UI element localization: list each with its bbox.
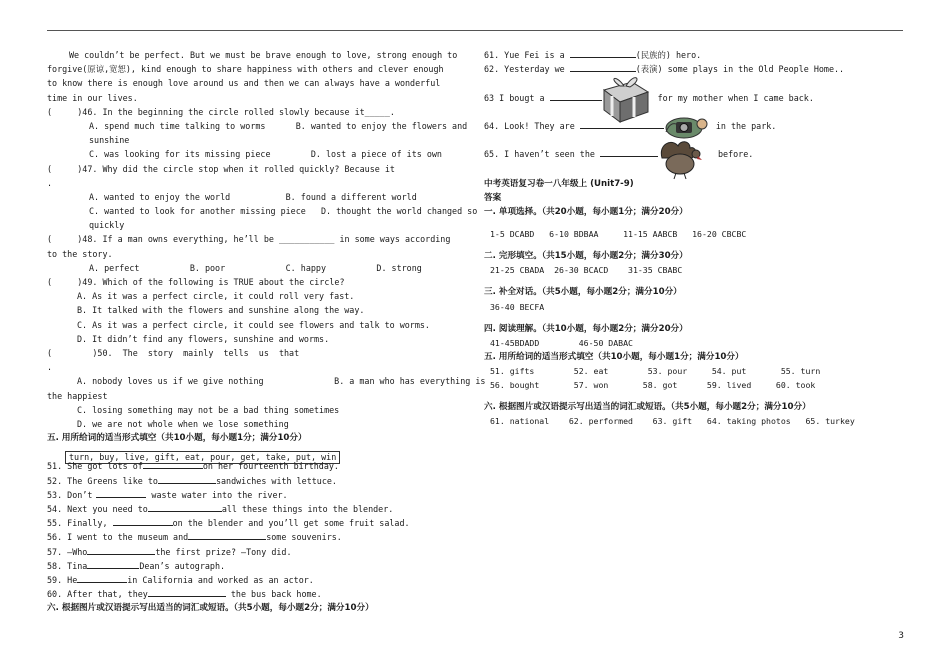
q46-options-ab-cont: sunshine	[89, 135, 130, 146]
question-55	[47, 516, 470, 530]
q49-option-d: D. It didn’t find any flowers, sunshine and worms.	[77, 333, 330, 344]
q62-blank[interactable]	[570, 62, 636, 72]
question-53	[47, 488, 470, 502]
q65-text-a: 65. I haven’t seen the	[484, 149, 600, 160]
q61-text-a: 61. Yue Fei is a	[484, 50, 570, 60]
answer-section-3-heading: 三. 补全对话。（共5小题，每小题2分；满分10分）	[484, 287, 682, 298]
word-bank-box: turn, buy, live, gift, eat, pour, get, take, put, win	[65, 451, 340, 464]
q55-blank[interactable]	[113, 516, 173, 526]
q52-text-b: sandwiches with lettuce.	[215, 475, 337, 486]
q61-blank[interactable]	[570, 48, 636, 58]
q56-blank[interactable]	[188, 530, 266, 540]
q46-options-cd: C. was looking for its missing piece D. lost a piece of its own	[89, 149, 442, 160]
question-46: ( )46. In the beginning the circle rolled slowly because it_____.	[47, 106, 395, 117]
question-61	[484, 48, 904, 62]
q53-text-b: waste water into the river.	[146, 489, 288, 500]
q64-text-a: 64. Look! They are	[484, 120, 580, 131]
question-63	[484, 91, 904, 105]
q57-text-a: 57. —Who	[47, 546, 88, 557]
q65-text-b: before.	[717, 149, 754, 160]
q50-dot: .	[47, 362, 53, 373]
q62-text-b: (表演) some plays in the Old People Home..	[635, 64, 845, 75]
question-56	[47, 530, 470, 544]
q59-text-a: 59. He	[47, 574, 78, 585]
q58-blank[interactable]	[87, 559, 139, 569]
question-60	[47, 587, 470, 601]
answer-section-5-heading: 五. 用所给词的适当形式填空（共10小题，每小题1分；满分10分）	[484, 351, 744, 362]
question-57	[47, 545, 470, 559]
q47-options-ab: A. wanted to enjoy the world B. found a different world	[89, 191, 417, 202]
answer-section-2: 21-25 CBADA 26-30 BCACD 31-35 CBABC	[490, 265, 683, 276]
q60-text-a: 60. After that, they	[47, 589, 148, 600]
question-52	[47, 474, 470, 488]
right-column	[484, 48, 904, 428]
answer-section-1: 1-5 DCABD 6-10 BDBAA 11-15 AABCB 16-20 CBCBC	[490, 229, 747, 240]
q58-text-b: Dean’s autograph.	[139, 560, 226, 571]
q47-dot: .	[47, 177, 53, 188]
q61-text-b: (民族的) hero.	[635, 50, 702, 60]
answer-section-6-heading: 六. 根据图片或汉语提示写出适当的词汇或短语。（共5小题，每小题2分；满分10分）	[484, 401, 811, 412]
question-59	[47, 573, 470, 587]
q50-option-d: D. we are not whole when we lose something	[77, 418, 289, 429]
q51-text-a: 51. She got lots of	[47, 461, 143, 472]
passage-line: time in our lives.	[47, 92, 138, 103]
passage-line: forgive(原谅,宽恕), kind enough to share happiness with others and clever enough	[47, 64, 444, 75]
q47-options-cd-cont: quickly	[89, 220, 125, 231]
question-47: ( )47. Why did the circle stop when it rolled quickly? Because it	[47, 163, 395, 174]
page-number: 3	[898, 631, 904, 641]
q54-text-a: 54. Next you need to	[47, 504, 148, 515]
question-51	[47, 459, 470, 473]
q47-options-cd: C. wanted to look for another missing piece D. thought the world changed so	[89, 206, 478, 217]
answer-section-5-row-1: 51. gifts 52. eat 53. pour 54. put 55. turn	[490, 365, 821, 376]
turkey-icon	[656, 138, 704, 180]
q54-text-b: all these things into the blender.	[221, 504, 394, 515]
answer-section-3: 36-40 BECFA	[490, 301, 545, 312]
gift-icon	[598, 72, 654, 124]
answer-key-title: 中考英语复习卷一八年级上 (Unit7-9)	[484, 178, 634, 189]
answer-section-2-heading: 二. 完形填空。（共15小题，每小题2分；满分30分）	[484, 251, 688, 262]
q54-blank[interactable]	[148, 502, 222, 512]
q64-text-b: in the park.	[715, 120, 777, 131]
passage-line: We couldn’t be perfect. But we must be brave enough to love, strong enough to	[69, 50, 458, 60]
q51-blank[interactable]	[143, 459, 203, 469]
header-rule	[47, 30, 903, 31]
q49-option-c: C. As it was a perfect circle, it could see flowers and talk to worms.	[77, 319, 430, 330]
q60-blank[interactable]	[148, 587, 226, 597]
q46-options-ab: A. spend much time talking to worms B. wanted to enjoy the flowers and	[89, 120, 468, 131]
answer-section-5-row-2: 56. bought 57. won 58. got 59. lived 60. took	[490, 379, 816, 390]
answer-section-4-heading: 四. 阅读理解。（共10小题，每小题2分；满分20分）	[484, 323, 688, 334]
q63-text-b: for my mother when I came back.	[657, 92, 814, 103]
q56-text-a: 56. I went to the museum and	[47, 532, 189, 543]
q63-text-a: 63 I bougt a	[484, 92, 550, 103]
section-6-heading: 六. 根据图片或汉语提示写出适当的词汇或短语。（共5小题，每小题2分；满分10分）	[47, 603, 374, 614]
question-62	[484, 62, 904, 76]
q57-blank[interactable]	[87, 545, 155, 555]
q50-option-ab: A. nobody loves us if we give nothing B. a man who has everything is	[77, 376, 486, 387]
q50-option-ab-cont: the happiest	[47, 390, 108, 401]
question-49: ( )49. Which of the following is TRUE about the circle?	[47, 277, 345, 287]
section-5-heading: 五. 用所给词的适当形式填空（共10小题，每小题1分；满分10分）	[47, 433, 307, 444]
left-column	[47, 48, 486, 616]
q52-text-a: 52. The Greens like to	[47, 475, 158, 486]
q59-blank[interactable]	[77, 573, 127, 583]
answer-section-6: 61. national 62. performed 63. gift 64. taking photos 65. turkey	[490, 416, 855, 427]
passage-line: to know there is enough love around us and then we can always have a wonderful	[47, 78, 441, 89]
q62-text-a: 62. Yesterday we	[484, 64, 570, 75]
q50-option-c: C. losing something may not be a bad thing sometimes	[77, 404, 340, 415]
q49-option-b: B. It talked with the flowers and sunshine along the way.	[77, 305, 365, 316]
answer-section-1-heading: 一. 单项选择。（共20小题，每小题1分；满分20分）	[484, 206, 688, 217]
q55-text-b: on the blender and you’ll get some fruit salad.	[172, 518, 410, 529]
q57-text-b: the first prize? —Tony did.	[155, 546, 292, 557]
camera-photo-icon	[662, 114, 712, 140]
q51-text-b: on her fourteenth birthday.	[202, 461, 339, 472]
question-54	[47, 502, 470, 516]
q63-blank[interactable]	[550, 91, 602, 101]
question-50: ( )50. The story mainly tells us that	[47, 347, 300, 358]
q60-text-b: the bus back home.	[225, 589, 322, 600]
q53-text-a: 53. Don’t	[47, 489, 93, 500]
q59-text-b: in California and worked as an actor.	[127, 574, 314, 585]
q53-blank[interactable]	[96, 488, 146, 498]
answer-section-4: 41-45BDADD 46-50 DABAC	[490, 337, 633, 348]
q65-blank[interactable]	[600, 147, 658, 157]
question-58	[47, 559, 470, 573]
question-48-cont: to the story.	[47, 248, 113, 259]
q56-text-b: some souvenirs.	[266, 532, 342, 543]
q48-options: A. perfect B. poor C. happy D. strong	[89, 262, 422, 273]
q58-text-a: 58. Tina	[47, 560, 88, 571]
question-48: ( )48. If a man owns everything, he’ll be ___________ in some ways according	[47, 234, 451, 245]
q55-text-a: 55. Finally,	[47, 518, 113, 529]
q52-blank[interactable]	[158, 474, 216, 484]
answer-key-label: 答案	[484, 192, 502, 203]
q49-option-a: A. As it was a perfect circle, it could roll very fast.	[77, 291, 355, 302]
